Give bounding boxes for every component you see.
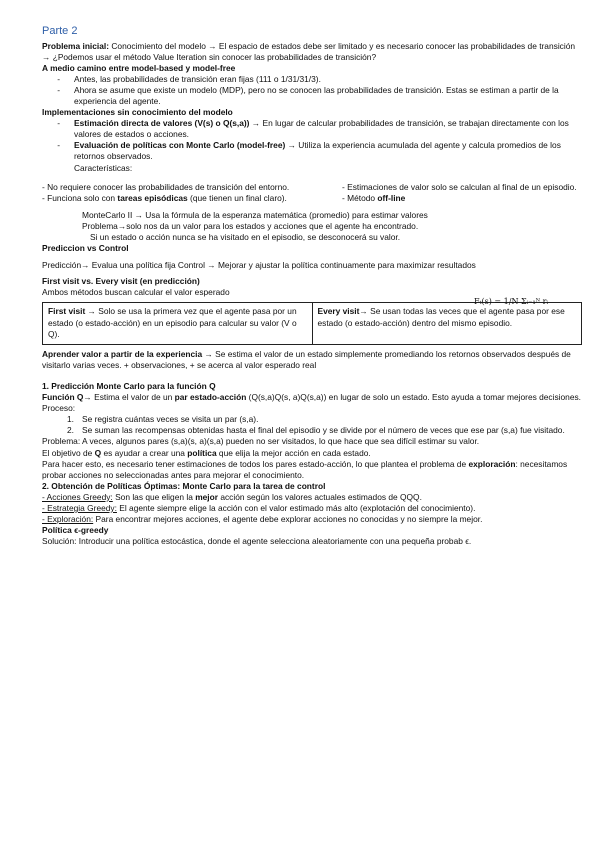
- list-item: 2. Se suman las recompensas obtenidas hasta el final del episodio y se divide por el número de veces que ese par (s,a) fue visitado.: [67, 425, 565, 436]
- car-left-2c: (que tienen un final claro).: [187, 192, 287, 203]
- first-visit-bold: First visit: [48, 306, 86, 317]
- obj-a: El objetivo de: [42, 447, 95, 458]
- every-visit-text: → Se usan todas las veces que el agente pasa por ese estado (o estado-acción) dentro del mismo episodio.: [317, 306, 565, 328]
- first-every-intro: Ambos métodos buscan calcular el valor esperado: [42, 287, 230, 298]
- car-right-1: - Estimaciones de valor solo se calculan al final de un episodio.: [342, 181, 577, 192]
- montecarlo-line-1: MonteCarlo II → Usa la fórmula de la esperanza matemática (promedio) para estimar valores: [82, 209, 428, 220]
- problema-pares: Problema: A veces, algunos pares (s,a)(s, a)(s,a) pueden no ser visitados, lo que hace que sea difícil estimar su valor.: [42, 436, 480, 447]
- impl2-bold: Evaluación de políticas con Monte Carlo (model-free): [74, 140, 286, 151]
- section-heading: Parte 2: [42, 25, 78, 37]
- car-left-2b: tareas episódicas: [117, 192, 188, 203]
- first-visit-text: → Solo se usa la primera vez que el agente pasa por un estado (o estado-acción) en un episodio para calcular su valor (V o Q).: [48, 306, 297, 339]
- obj-c: es ayudar a crear una: [101, 447, 188, 458]
- ex-label: - Exploración:: [42, 514, 94, 525]
- mean-formula: Fₜ(s) = 1/N Σᵢ₌₁ᴺ rᵢ: [474, 297, 549, 306]
- exploracion: [42, 514, 582, 525]
- para-b: exploración: [468, 458, 516, 469]
- list-item-text: Antes, las probabilidades de transición eran fijas (111 o 1/31/31/3).: [74, 73, 321, 84]
- caracteristicas-label: Características:: [74, 162, 133, 173]
- ex-text: Para encontrar mejores acciones, el agente debe explorar acciones no conocidas y no siempre la mejor.: [93, 514, 483, 525]
- funcion-q-text1: → Estima el valor de un: [83, 392, 175, 403]
- obj-d: política: [187, 447, 217, 458]
- impl2-text: → Utiliza la experiencia acumulada del agente y calcula promedios de los retornos observados.: [74, 140, 561, 162]
- ag-a: Son las que eligen la: [112, 491, 196, 502]
- heading-first-every: First visit vs. Every visit (en predicción): [42, 276, 200, 287]
- car-left-1: - No requiere conocer las probabilidades de transición del entorno.: [42, 181, 290, 192]
- solucion: Solución: Introducir una política estocástica, donde el agente selecciona aleatoriamente con una pequeña probab ϵ.: [42, 536, 472, 547]
- list-item: 1. Se registra cuántas veces se visita un par (s,a).: [67, 414, 259, 425]
- heading-epsilon-greedy: Política ϵ-greedy: [42, 525, 109, 536]
- heading-medio-camino: A medio camino entre model-based y model-free: [42, 62, 236, 73]
- column-left: [42, 182, 342, 204]
- para-hacer-esto: [42, 459, 582, 481]
- first-visit-cell: [43, 303, 312, 343]
- car-right-2b: off-line: [377, 192, 406, 203]
- heading-politicas-optimas: 2. Obtención de Políticas Óptimas: Monte Carlo para la tarea de control: [42, 480, 326, 491]
- proceso-label: Proceso:: [42, 403, 76, 414]
- heading-prediccion-control: Prediccion vs Control: [42, 243, 129, 254]
- funcion-q-bold2: par estado-acción: [174, 392, 247, 403]
- eg-text: El agente siempre elige la acción con el valor estimado más alto (explotación del conocimiento).: [116, 502, 476, 513]
- para-c: : necesitamos probar acciones no seleccionadas antes para mejorar el conocimiento.: [42, 458, 568, 480]
- eg-label: - Estrategia Greedy:: [42, 502, 117, 513]
- list-item: - Ahora se asume que existe un modelo (MDP), pero no se conocen las probabilidades de transición. Estas se estiman a partir de la experiencia del agente.: [42, 85, 582, 107]
- list-item-text: Ahora se asume que existe un modelo (MDP), pero no se conocen las probabilidades de transición. Estas se estiman a partir de la experiencia del agente.: [74, 84, 559, 106]
- caracteristicas-columns: [42, 182, 582, 204]
- car-left-2a: - Funciona solo con: [42, 192, 118, 203]
- impl1-bold: Estimación directa de valores (V(s) o Q(s,a)): [74, 118, 250, 129]
- list-item: - Antes, las probabilidades de transición eran fijas (111 o 1/31/31/3).: [57, 73, 321, 84]
- aprender-bold: Aprender valor a partir de la experiencia: [42, 348, 203, 359]
- visit-comparison-table: [42, 302, 582, 344]
- list-item: - Evaluación de políticas con Monte Carlo (model-free) → Utiliza la experiencia acumulada del agente y calcula promedios de los retornos observados. Características:: [42, 140, 582, 173]
- problema-inicial: [42, 41, 582, 63]
- every-visit-cell: [312, 303, 582, 343]
- list-item-text: [74, 140, 582, 173]
- aprender-text: → Se estima el valor de un estado simplemente promediando los retornos observados después de visitarlo varias veces. + observaciones, + se acerca al valor esperado real: [42, 348, 571, 370]
- every-visit-bold: Every visit: [317, 306, 360, 317]
- car-right-2: [342, 193, 582, 204]
- ag-c: acción según los valores actuales estimados de QQQ.: [218, 491, 422, 502]
- list-item-text: Se suman las recompensas obtenidas hasta el final del episodio y se divide por el número de veces que ese par (s,a) fue visitado.: [82, 425, 565, 436]
- heading-implementaciones: Implementaciones sin conocimiento del modelo: [42, 107, 233, 118]
- aprender-valor: [42, 349, 582, 371]
- obj-b: Q: [94, 447, 102, 458]
- funcion-q-text2: (Q(s,a)Q(s, a)Q(s,a)) en lugar de solo un estado. Esto ayuda a tomar mejores decisiones.: [246, 392, 582, 403]
- estrategia-greedy: [42, 503, 582, 514]
- problema-text: Conocimiento del modelo → El espacio de estados debe ser limitado y es necesario conocer las probabilidades de transición → ¿Podemos usar el método Value Iteration sin conocer las probabilidades de transición?: [42, 40, 576, 62]
- montecarlo-line-2: Problema→solo nos da un valor para los estados y acciones que el agente ha encontrado.: [82, 220, 419, 231]
- list-item-text: [74, 118, 582, 140]
- ag-b: mejor: [195, 491, 218, 502]
- problema-label: Problema inicial:: [42, 40, 110, 51]
- acciones-greedy: [42, 492, 582, 503]
- funcion-q-bold: Función Q: [42, 392, 84, 403]
- list-item: - Estimación directa de valores (V(s) o Q(s,a)) → En lugar de calcular probabilidades de transición, se trabajan directamente con los valores de estados o acciones.: [42, 118, 582, 140]
- prediccion-control-line: Predicción→ Evalua una política fija Control → Mejorar y ajustar la política continuamente para maximizar resultados: [42, 260, 476, 271]
- ag-label: - Acciones Greedy:: [42, 491, 113, 502]
- car-left-2: [42, 193, 342, 204]
- document-page: [42, 24, 582, 547]
- list-item-text: Se registra cuántas veces se visita un par (s,a).: [82, 414, 259, 425]
- objetivo-q: [42, 448, 582, 459]
- column-right: [342, 182, 582, 204]
- montecarlo-line-3: Si un estado o acción nunca se ha visitado en el episodio, se desconocerá su valor.: [90, 232, 401, 243]
- para-a: Para hacer esto, es necesario tener estimaciones de todos los pares estado-acción, lo que plantea el problema de: [42, 458, 469, 469]
- obj-e: que elija la mejor acción en cada estado.: [216, 447, 371, 458]
- heading-mc-q: 1. Predicción Monte Carlo para la función Q: [42, 380, 216, 391]
- impl1-text: → En lugar de calcular probabilidades de transición, se trabajan directamente con los valores de estados o acciones.: [74, 118, 569, 140]
- car-right-2a: - Método: [342, 192, 378, 203]
- funcion-q: [42, 392, 582, 403]
